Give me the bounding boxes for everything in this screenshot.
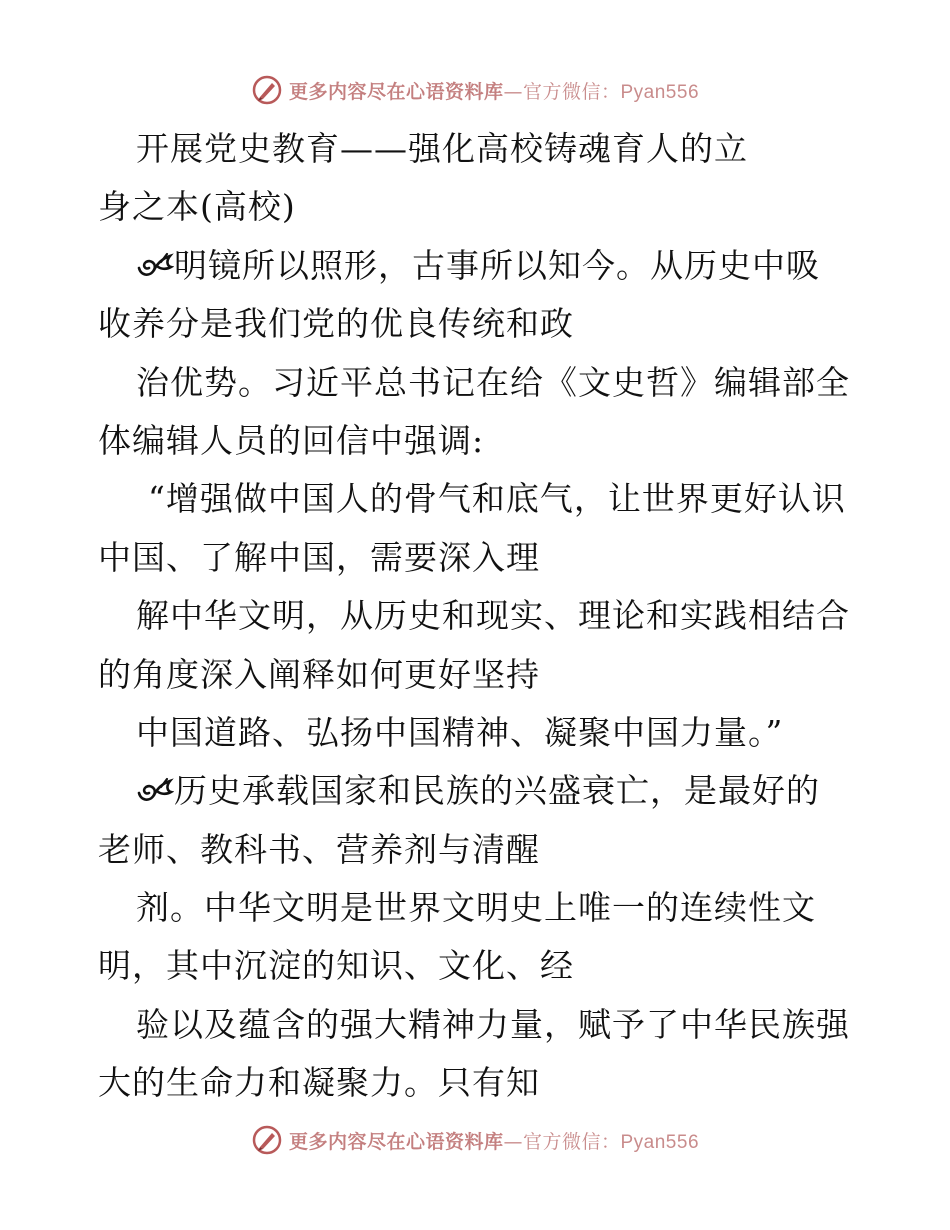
- watermark-suffix-text: 官方微信：: [522, 1130, 621, 1153]
- paragraph-line: [98, 237, 858, 295]
- pen-logo-icon: [251, 74, 283, 106]
- paragraph-text: 历史承载国家和民族的兴盛衰亡，是最好的: [174, 771, 820, 811]
- quote-line: 中国道路、弘扬中国精神、凝聚中国力量。”: [136, 712, 784, 752]
- watermark-suffix-text: 官方微信：: [522, 80, 621, 103]
- paragraph-line: 收养分是我们党的优良传统和政: [98, 304, 574, 344]
- document-body: [98, 120, 858, 1113]
- quote-line: 解中华文明，从历史和现实、理论和实践相结合: [136, 596, 850, 636]
- paragraph-line: 明，其中沉淀的知识、文化、经: [98, 946, 574, 986]
- pen-logo-icon: [251, 1124, 283, 1156]
- document-title-line-1: 开展党史教育——强化高校铸魂育人的立: [136, 129, 748, 168]
- paragraph-line: 验以及蕴含的强大精神力量，赋予了中华民族强: [136, 1004, 850, 1044]
- document-title-line-2: 身之本(高校): [98, 187, 296, 227]
- paragraph-line: 体编辑人员的回信中强调:: [98, 420, 485, 460]
- quote-line: 的角度深入阐释如何更好坚持: [98, 654, 540, 694]
- watermark-text: [289, 77, 699, 104]
- watermark-header: [0, 70, 950, 110]
- paragraph-line: 老师、教科书、营养剂与清醒: [98, 829, 540, 869]
- watermark-handle: Pyan556: [620, 1131, 700, 1153]
- paragraph-text: 明镜所以照形，古事所以知今。从历史中吸: [174, 245, 820, 285]
- paragraph-line: 大的生命力和凝聚力。只有知: [98, 1063, 540, 1103]
- watermark-main-text: 更多内容尽在心语资料库: [288, 80, 504, 103]
- floral-bullet-icon: [136, 775, 174, 805]
- floral-bullet-icon: [136, 250, 174, 280]
- watermark-text: [289, 1127, 699, 1154]
- watermark-separator: —: [503, 1130, 523, 1153]
- watermark-separator: —: [503, 80, 523, 103]
- paragraph-line: 治优势。习近平总书记在给《文史哲》编辑部全: [136, 362, 850, 402]
- watermark-footer: [0, 1120, 950, 1160]
- quote-line: 中国、了解中国，需要深入理: [98, 537, 540, 577]
- watermark-main-text: 更多内容尽在心语资料库: [288, 1130, 504, 1153]
- paragraph-line: [98, 762, 858, 820]
- paragraph-line: 剂。中华文明是世界文明史上唯一的连续性文: [136, 888, 816, 928]
- quote-line: “增强做中国人的骨气和底气，让世界更好认识: [148, 479, 846, 519]
- watermark-handle: Pyan556: [620, 81, 700, 103]
